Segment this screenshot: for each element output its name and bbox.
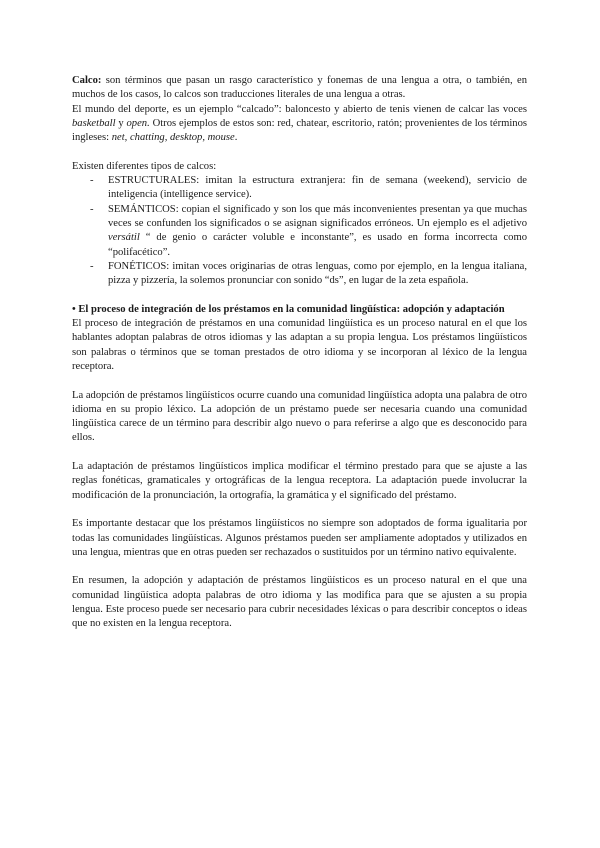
list-item xyxy=(90,174,527,203)
document-body xyxy=(72,74,527,632)
type-structural: ESTRUCTURALES: imitan la estructura extranjera: fin de semana (weekend), servicio de inteligencia (intelligence service). xyxy=(108,175,527,201)
paragraph: El proceso de integración de préstamos en una comunidad lingüística es un proceso natural en el que los hablantes adoptan palabras de otros idiomas y las adaptan a su propia lengua. Los préstamos lingüísticos son palabras o términos que se toman prestados de otro idioma y se incorporan al léxico de la lengua receptora. xyxy=(72,318,527,372)
calco-definition-text: son términos que pasan un rasgo característico y fonemas de una lengua a otra, o también, en muchos de los casos, lo calcos son traducciones literales de una lengua a otras. xyxy=(72,75,527,101)
paragraph: La adopción de préstamos lingüísticos ocurre cuando una comunidad lingüística adopta una palabra de otro idioma en su propio léxico. La adopción de un préstamo puede ser necesaria cuando una comunidad lingüística carece de un término para describir algo nuevo o para referirse a algo que es desconocido para ellos. xyxy=(72,389,527,444)
dash-marker: - xyxy=(90,260,94,272)
word-versatil: versátil xyxy=(108,232,140,244)
type-semantic: SEMÁNTICOS: copian el significado y son los que más inconvenientes presentan ya que muchas veces se confunden los significados o se asignan significados erróneos. Un ejemplo es el adjetivo xyxy=(108,203,527,229)
word-open: open. xyxy=(126,117,150,129)
paragraph: Es importante destacar que los préstamos lingüísticos no siempre son adoptados de forma igualitaria por todas las comunidades lingüísticas. Algunos préstamos pueden ser ampliamente adoptados y utilizados en una lengua, mientras que en otras pueden ser rechazados o sustituidos por un término nativo equivalente. xyxy=(72,518,527,558)
others-text: Otros ejemplos de estos son: red, chatear, escritorio, ratón; provenientes de los términos ingleses: xyxy=(72,117,528,144)
type-semantic-end: “ de genio o carácter voluble e inconstante”, es usado en forma incorrecta como “polifacético”. xyxy=(108,232,527,258)
dash-marker: - xyxy=(90,175,94,187)
paragraph: En resumen, la adopción y adaptación de préstamos lingüísticos es un proceso natural en el que una comunidad lingüística adopta palabras de otro idioma y las modifica para que se ajusten a su propia lengua. Este proceso puede ser necesario para cubrir necesidades léxicas o para describir conceptos o ideas que no existen en la lengua receptora. xyxy=(72,575,527,630)
type-phonetic: FONÉTICOS: imitan voces originarias de otras lenguas, como por ejemplo, en la lengua italiana, pizza y pizzería, la solemos pronunciar con sonido “ds”, en lugar de la zeta española. xyxy=(108,260,527,287)
list-item xyxy=(90,203,527,260)
calco-sports-paragraph xyxy=(72,103,527,146)
types-intro: Existen diferentes tipos de calcos: xyxy=(72,160,217,172)
sports-and: y xyxy=(115,117,127,129)
section-heading: • El proceso de integración de los préstamos en la comunidad lingüística: adopción y adaptación xyxy=(72,303,505,315)
list-item xyxy=(90,260,527,289)
dash-marker: - xyxy=(90,203,94,215)
paragraph: La adaptación de préstamos lingüísticos implica modificar el término prestado para que se ajuste a las reglas fonéticas, gramaticales y ortográficas de la lengua receptora. La adaptación puede involucrar la modificación de la pronunciación, la ortografía, la gramática y el significado del préstamo. xyxy=(72,461,527,501)
calco-types-list xyxy=(72,174,527,288)
calco-definition xyxy=(72,74,527,103)
english-words: net, chatting, desktop, mouse xyxy=(111,132,235,144)
calco-term: Calco: xyxy=(72,75,102,86)
others-end: . xyxy=(234,132,238,144)
sports-text: El mundo del deporte, es un ejemplo “calcado”: baloncesto y abierto de tenis vienen de calcar las voces xyxy=(72,103,527,115)
word-basketball: basketball xyxy=(72,117,116,129)
